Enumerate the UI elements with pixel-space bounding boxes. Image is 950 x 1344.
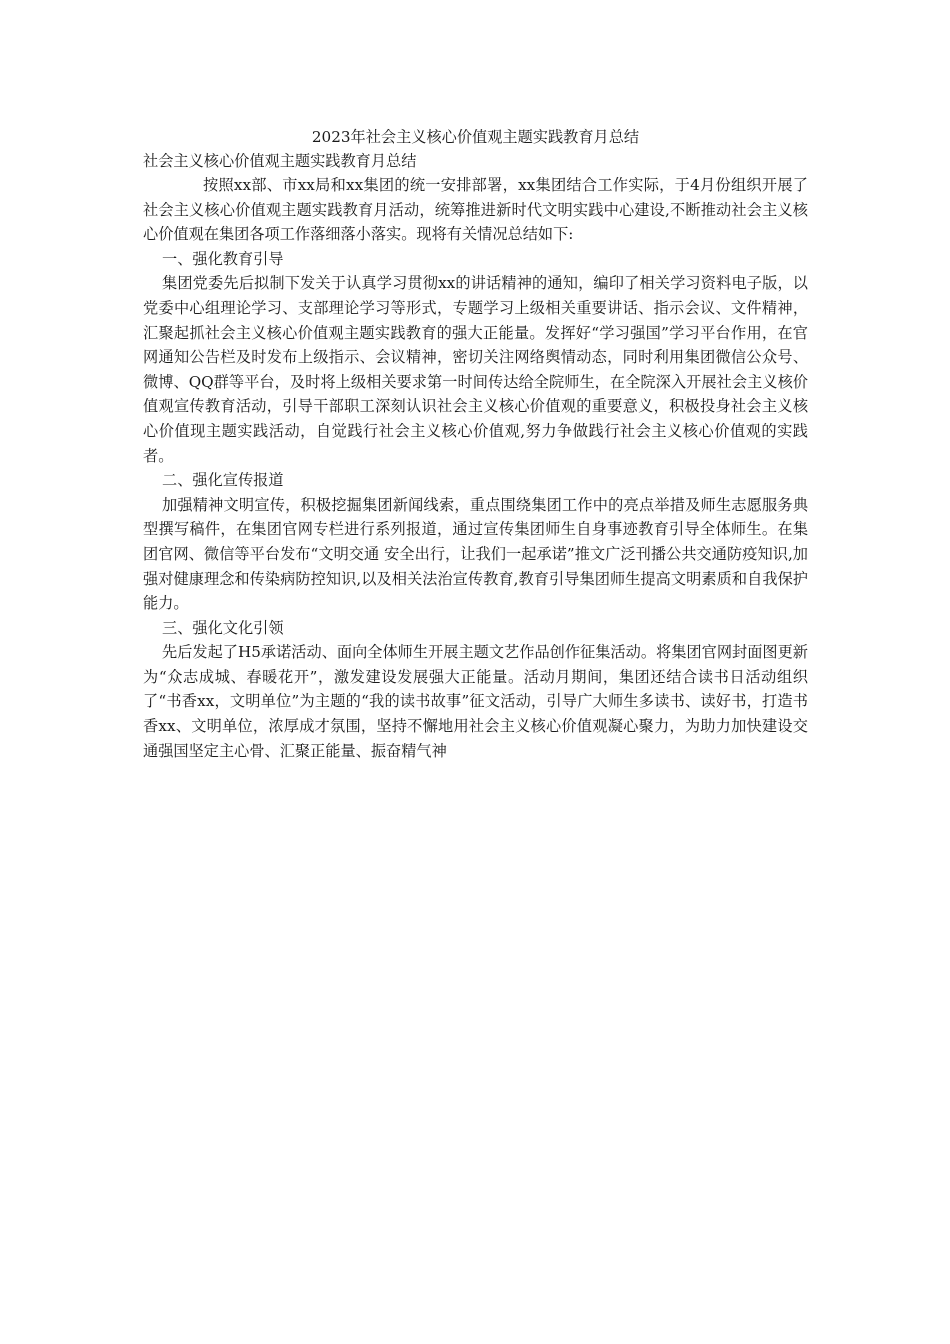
document-title: 2023年社会主义核心价值观主题实践教育月总结 [311, 128, 640, 146]
document-page [143, 125, 808, 763]
section-body-culture: 先后发起了H5承诺活动、面向全体师生开展主题文艺作品创作征集活动。将集团官网封面图更新为“众志成城、春暖花开”，激发建设发展强大正能量。活动月期间，集团还结合读书日活动组织了“书香xx，文明单位”为主题的“我的读书故事”征文活动，引导广大师生多读书、读好书，打造书香xx、文明单位，浓厚成才氛围，坚持不懈地用社会主义核心价值观凝心聚力，为助力加快建设交通强国坚定主心骨、汇聚正能量、振奋精气神 [143, 643, 808, 760]
section-body-publicity: 加强精神文明宣传，积极挖掘集团新闻线索，重点围绕集团工作中的亮点举措及师生志愿服务典型撰写稿件，在集团官网专栏进行系列报道，通过宣传集团师生自身事迹教育引导全体师生。在集团官网、微信等平台发布“文明交通 安全出行，让我们一起承诺”推文广泛刊播公共交通防疫知识,加强对健康理念和传染病防控知识,以及相关法治宣传教育,教育引导集团师生提高文明素质和自我保护能力。 [143, 495, 808, 613]
section-body-education: 集团党委先后拟制下发关于认真学习贯彻xx的讲话精神的通知，编印了相关学习资料电子版，以党委中心组理论学习、支部理论学习等形式，专题学习上级相关重要讲话、指示会议、文件精神，汇聚起抓社会主义核心价值观主题实践教育的强大正能量。发挥好“学习强国”学习平台作用，在官网通知公告栏及时发布上级指示、会议精神，密切关注网络舆情动态，同时利用集团微信公众号、微博、QQ群等平台，及时将上级相关要求第一时间传达给全院师生，在全院深入开展社会主义核价值观宣传教育活动，引导干部职工深刻认识社会主义核心价值观的重要意义，积极投身社会主义核心价值现主题实践活动，自觉践行社会主义核心价值观,努力争做践行社会主义核心价值观的实践者。 [143, 274, 808, 465]
section-heading-culture: 三、强化文化引领 [162, 618, 284, 637]
section-heading-publicity: 二、强化宣传报道 [162, 471, 284, 490]
intro-paragraph: 按照xx部、市xx局和xx集团的统一安排部署，xx集团结合工作实际，于4月份组织开展了社会主义核心价值观主题实践教育月活动，统筹推进新时代文明实践中心建设,不断推动社会主义核心价值观在集团各项工作落细落小落实。现将有关情况总结如下: [143, 176, 808, 244]
document-subtitle: 社会主义核心价值观主题实践教育月总结 [143, 152, 417, 170]
section-heading-education: 一、强化教育引导 [162, 249, 284, 268]
